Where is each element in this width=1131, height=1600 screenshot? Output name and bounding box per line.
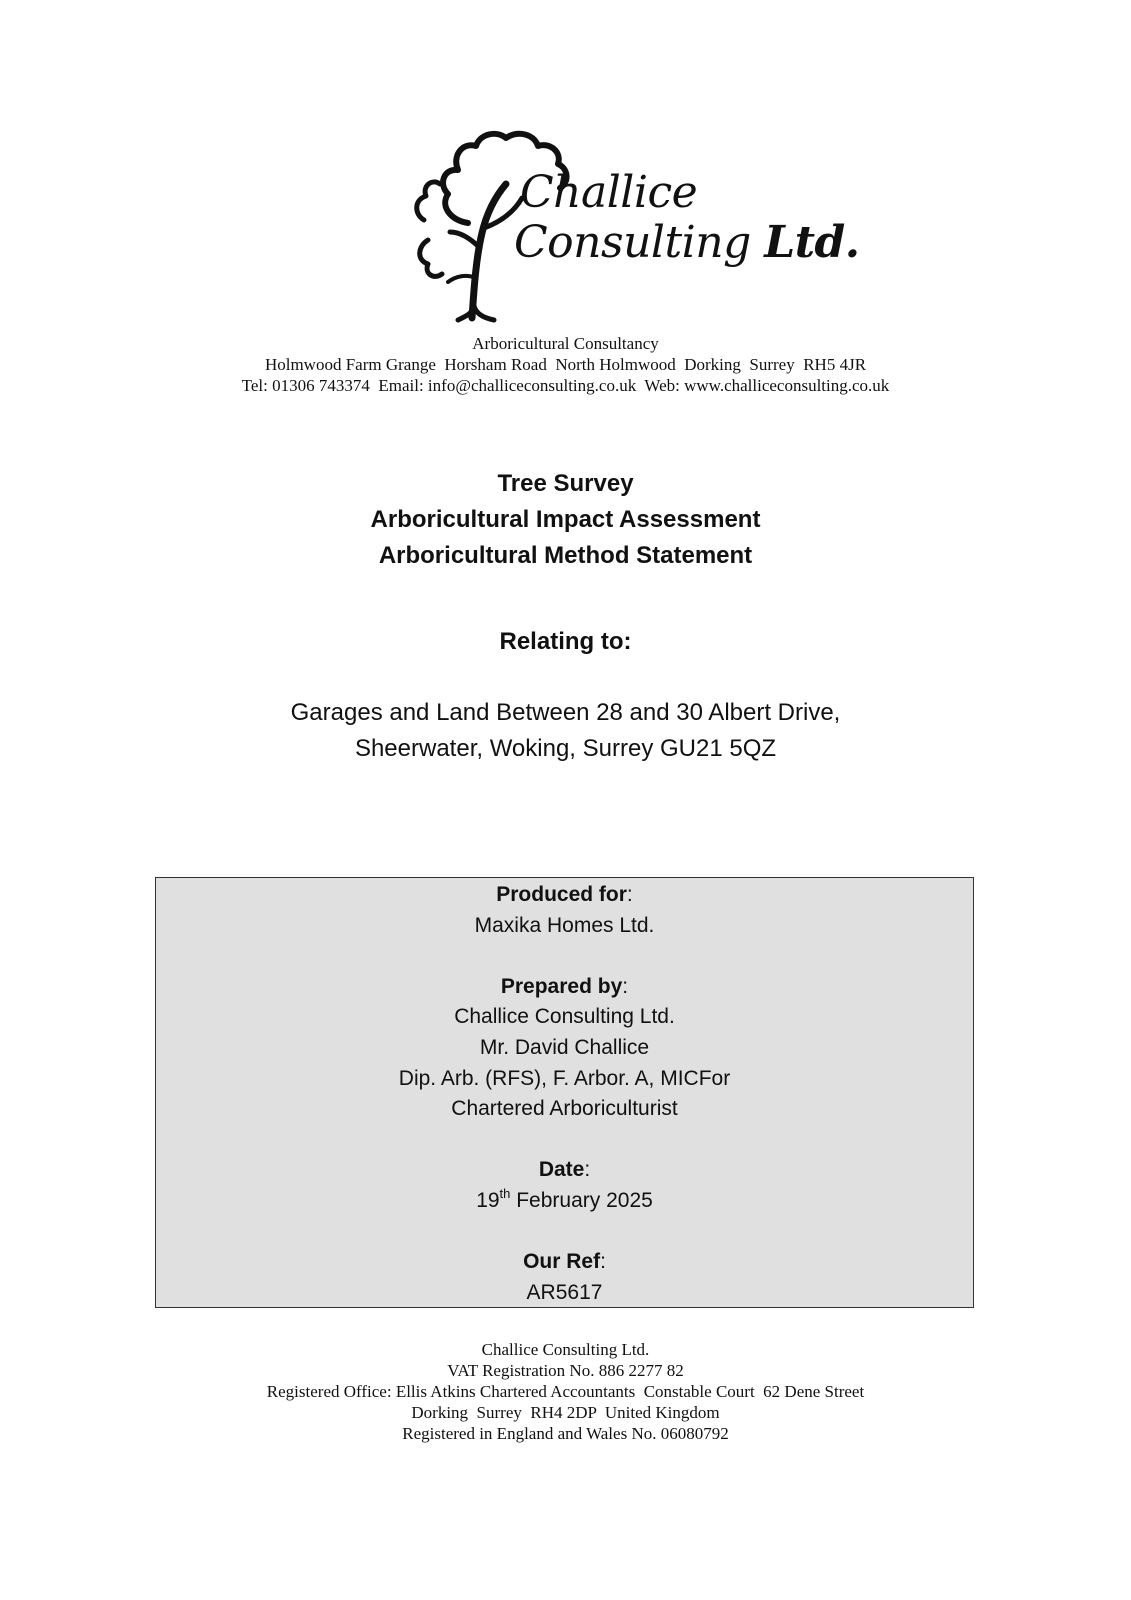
prepared-by-title: Chartered Arboriculturist: [451, 1097, 678, 1121]
footer-office-line2: Dorking Surrey RH4 2DP United Kingdom: [411, 1403, 720, 1422]
ref-value: AR5617: [526, 1280, 603, 1304]
date-rest: February 2025: [510, 1188, 653, 1212]
title-impact-assessment: Arboricultural Impact Assessment: [370, 506, 761, 533]
prepared-by-qualifications: Dip. Arb. (RFS), F. Arbor. A, MICFor: [398, 1066, 731, 1090]
company-logo: [410, 128, 860, 323]
footer-vat: VAT Registration No. 886 2277 82: [447, 1361, 684, 1380]
contact-line: Tel: 01306 743374 Email: info@challiceconsulting.co.uk Web: www.challiceconsulting.co.uk: [241, 376, 890, 395]
spacer: [156, 941, 973, 972]
produced-for-heading: Produced for:: [496, 883, 633, 906]
date-label: Date: [538, 1158, 585, 1182]
site-address-line2: Sheerwater, Woking, Surrey GU21 5QZ: [354, 735, 777, 762]
title-tree-survey: Tree Survey: [497, 470, 634, 497]
produced-for-label: Produced for: [496, 883, 627, 906]
footer-company: Challice Consulting Ltd.: [481, 1340, 650, 1359]
relating-to-heading: Relating to:: [499, 628, 632, 655]
prepared-by-company: Challice Consulting Ltd.: [454, 1005, 675, 1029]
spacer: [156, 1125, 973, 1156]
date-day: 19: [476, 1188, 500, 1212]
prepared-by-label: Prepared by: [500, 974, 623, 998]
produced-for-value: Maxika Homes Ltd.: [474, 913, 655, 937]
wordmark-consulting: Consulting: [514, 217, 751, 268]
wordmark-line2: [514, 218, 860, 268]
footer-office-line1: Registered Office: Ellis Atkins Chartered Accountants Constable Court 62 Dene Street: [266, 1382, 865, 1401]
letterhead-info: [0, 333, 1131, 396]
footer: [0, 1339, 1131, 1444]
wordmark-line1: Challice: [520, 167, 698, 218]
date-suffix: th: [499, 1185, 511, 1201]
tagline: Arboricultural Consultancy: [472, 334, 659, 353]
footer-registration: Registered in England and Wales No. 06080792: [402, 1424, 729, 1443]
company-wordmark: [514, 167, 860, 268]
date-value: [156, 1186, 973, 1217]
date-heading: Date:: [538, 1158, 591, 1182]
ref-heading: Our Ref:: [523, 1250, 606, 1274]
title-method-statement: Arboricultural Method Statement: [378, 542, 753, 569]
document-titles: [0, 466, 1131, 574]
site-address: [0, 695, 1131, 767]
document-details-box: [155, 877, 974, 1308]
site-address-line1: Garages and Land Between 28 and 30 Albert Drive,: [290, 699, 841, 726]
prepared-by-heading: Prepared by:: [500, 974, 629, 998]
spacer: [156, 1217, 973, 1248]
ref-label: Our Ref: [523, 1250, 601, 1274]
company-address: Holmwood Farm Grange Horsham Road North Holmwood Dorking Surrey RH5 4JR: [264, 355, 867, 374]
prepared-by-name: Mr. David Challice: [479, 1035, 650, 1059]
wordmark-ltd: Ltd.: [764, 217, 860, 268]
